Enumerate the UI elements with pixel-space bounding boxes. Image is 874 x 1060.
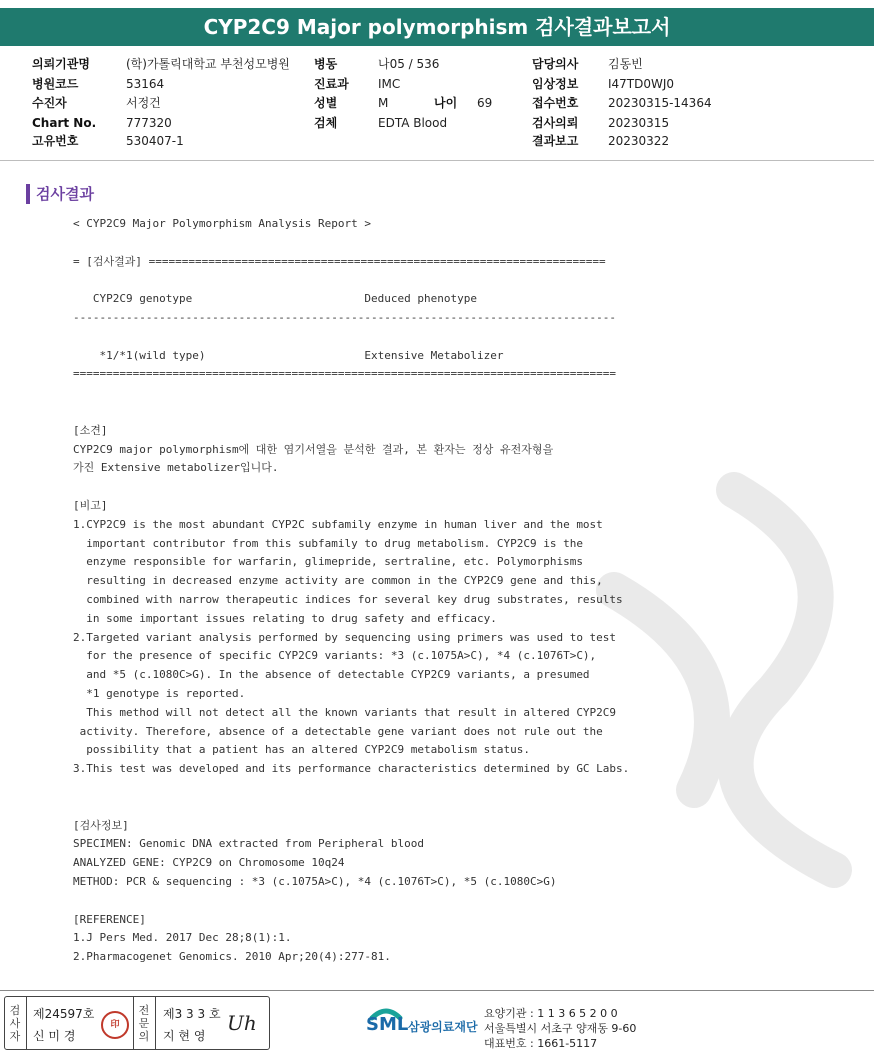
field-value: 53164	[126, 77, 165, 91]
field-label: 성별	[314, 96, 338, 110]
report-line: ==================================================================================	[73, 367, 617, 381]
report-line: activity. Therefore, absence of a detectable gene variant does not rule out the	[73, 724, 603, 738]
header-field	[32, 75, 164, 94]
header-field	[314, 55, 439, 74]
field-label: 병원코드	[32, 77, 79, 91]
report-line: 2.Pharmacogenet Genomics. 2010 Apr;20(4):277-81.	[73, 950, 391, 964]
report-line: [검사정보]	[73, 818, 129, 832]
field-label: 담당의사	[532, 57, 579, 71]
footer	[0, 992, 874, 1054]
organization-info	[484, 1006, 636, 1051]
field-value: 서정건	[126, 96, 161, 110]
field-value: 나05 / 536	[378, 57, 440, 71]
field-value: 530407-1	[126, 134, 184, 148]
examiner-stamp: 印	[101, 1011, 129, 1039]
approver-signature: Uh	[227, 1011, 257, 1035]
header-field	[532, 132, 669, 151]
report-line: 2.Targeted variant analysis performed by sequencing using primers was used to test	[73, 630, 617, 644]
report-line: 1.J Pers Med. 2017 Dec 28;8(1):1.	[73, 931, 292, 945]
field-label: 검체	[314, 116, 338, 130]
field-value: 20230315	[608, 116, 670, 130]
report-line: and *5 (c.1080C>G). In the absence of detectable CYP2C9 variants, a presumed	[73, 668, 590, 682]
age-value: 69	[477, 96, 493, 110]
field-value: 20230322	[608, 134, 670, 148]
field-label: 수진자	[32, 96, 67, 110]
report-line: *1 genotype is reported.	[73, 687, 246, 700]
age-field	[434, 94, 492, 113]
divider	[133, 997, 134, 1049]
footer-divider	[0, 990, 874, 991]
report-line: < CYP2C9 Major Polymorphism Analysis Report >	[73, 217, 372, 230]
report-line: 가진 Extensive metabolizer입니다.	[73, 461, 279, 475]
field-value: M	[378, 96, 389, 110]
report-line: combined with narrow therapeutic indices for several key drug substrates, results	[73, 593, 623, 606]
header-field	[532, 94, 712, 113]
header-field	[532, 75, 674, 94]
report-title: CYP2C9 Major polymorphism 검사결과보고서	[203, 15, 671, 39]
examiner-license: 제24597호	[33, 1007, 95, 1021]
report-line: enzyme responsible for warfarin, glimepride, sertraline, etc. Polymorphisms	[73, 555, 583, 569]
report-line: SPECIMEN: Genomic DNA extracted from Peripheral blood	[73, 837, 424, 851]
approver-name: 지 현 영	[163, 1029, 206, 1043]
examiner-label: 검사자	[9, 1004, 21, 1043]
report-line: *1/*1(wild type) Extensive Metabolizer	[73, 348, 504, 362]
field-value: (학)가톨릭대학교 부천성모병원	[126, 57, 290, 71]
report-line: 1.CYP2C9 is the most abundant CYP2C subfamily enzyme in human liver and the most	[73, 517, 603, 531]
report-line: 3.This test was developed and its performance characteristics determined by GC Labs.	[73, 762, 630, 776]
field-label: 접수번호	[532, 96, 579, 110]
report-line: ANALYZED GENE: CYP2C9 on Chromosome 10q24	[73, 856, 345, 870]
section-title: 검사결과	[36, 185, 94, 203]
age-label: 나이	[434, 96, 458, 110]
field-label: 의뢰기관명	[32, 57, 90, 71]
divider	[155, 997, 156, 1049]
report-line: CYP2C9 major polymorphism에 대한 염기서열을 분석한 결과, 본 환자는 정상 유전자형을	[73, 442, 554, 456]
header-field	[532, 114, 669, 133]
field-value: EDTA Blood	[378, 116, 448, 130]
section-marker	[26, 184, 30, 204]
org-line: 서울특별시 서초구 양재동 9-60	[484, 1022, 637, 1035]
signature-box	[4, 996, 270, 1050]
report-line: for the presence of specific CYP2C9 variants: *3 (c.1075A>C), *4 (c.1076T>C),	[73, 649, 597, 663]
report-line: METHOD: PCR & sequencing : *3 (c.1075A>C), *4 (c.1076T>C), *5 (c.1080C>G)	[73, 875, 557, 888]
field-value: 20230315-14364	[608, 96, 712, 110]
report-line: in some important issues relating to drug safety and efficacy.	[73, 611, 497, 625]
field-label: 고유번호	[32, 134, 79, 148]
org-line: 요양기관 : 1 1 3 6 5 2 0 0	[484, 1007, 618, 1020]
header-divider	[0, 160, 874, 161]
report-line: [REFERENCE]	[73, 912, 146, 926]
header-field	[532, 55, 643, 74]
report-line: [비고]	[73, 499, 108, 512]
field-label: 검사의뢰	[532, 116, 579, 130]
logo-name: 삼광의료재단	[408, 1020, 478, 1034]
field-label: Chart No.	[32, 116, 97, 130]
field-label: 진료과	[314, 77, 349, 91]
report-line: = [검사결과] =====================================================================	[73, 254, 606, 268]
approver-license: 제3 3 3 호	[163, 1007, 221, 1021]
header-field	[32, 114, 172, 133]
report-line: important contributor from this subfamily to drug metabolism. CYP2C9 is the	[73, 536, 583, 550]
field-label: 병동	[314, 57, 338, 71]
field-value: IMC	[378, 77, 401, 91]
header-field	[314, 94, 388, 113]
field-value: 777320	[126, 116, 172, 130]
watermark-logo	[574, 430, 874, 970]
org-line: 대표번호 : 1661-5117	[484, 1037, 598, 1050]
report-line: ----------------------------------------------------------------------------------	[73, 311, 617, 324]
field-label: 결과보고	[532, 134, 579, 148]
header-field	[32, 94, 161, 113]
header-field	[314, 75, 400, 94]
header-field	[32, 132, 184, 151]
divider	[26, 997, 27, 1049]
report-line: [소견]	[73, 423, 108, 437]
field-label: 임상정보	[532, 77, 579, 91]
report-line: resulting in decreased enzyme activity are common in the CYP2C9 gene and this,	[73, 574, 603, 588]
field-value: 김동빈	[608, 57, 643, 71]
examiner-name: 신 미 경	[33, 1029, 76, 1043]
header-field	[32, 55, 290, 74]
report-line: possibility that a patient has an altered CYP2C9 metabolism status.	[73, 743, 530, 757]
approver-label: 전문의	[138, 1004, 150, 1043]
field-value: I47TD0WJ0	[608, 77, 675, 91]
report-line: This method will not detect all the known variants that result in altered CYP2C9	[73, 705, 617, 719]
report-line: CYP2C9 genotype Deduced phenotype	[73, 292, 477, 306]
logo-mark: SML	[366, 1014, 409, 1035]
header-field	[314, 114, 447, 133]
